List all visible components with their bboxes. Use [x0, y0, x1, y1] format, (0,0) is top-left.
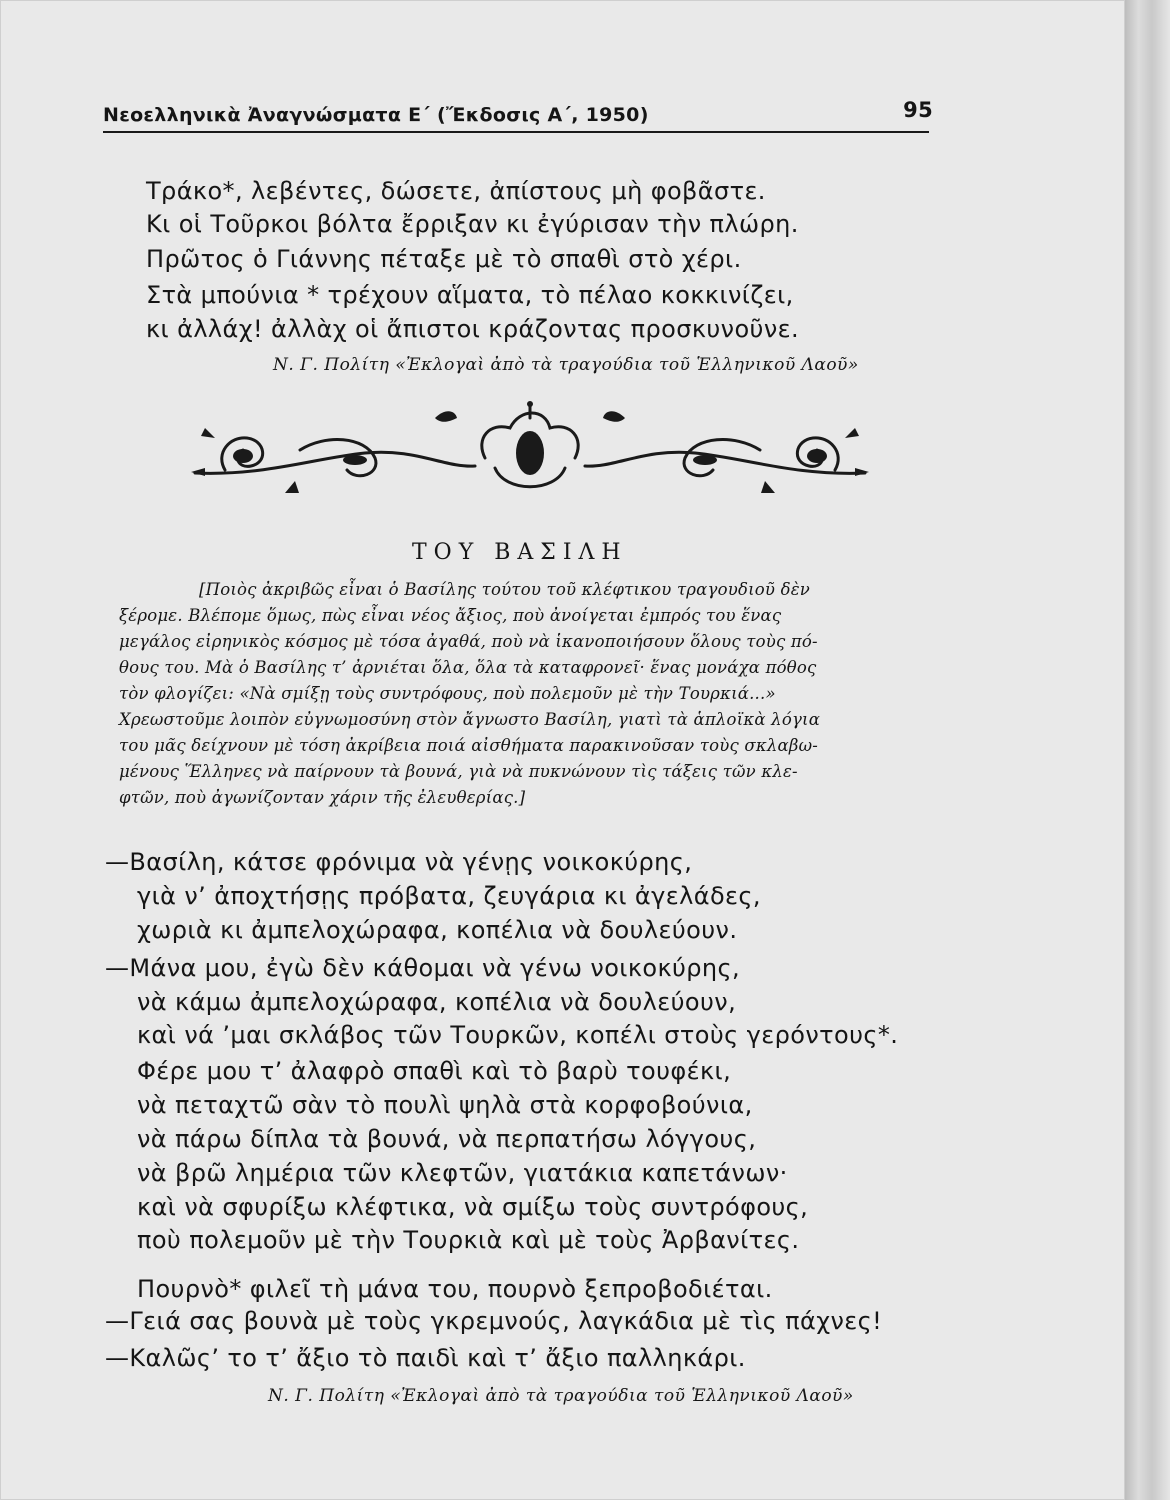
intro-line: ξέρομε. Βλέπομε ὅμως, πὼς εἶναι νέος ἄξιος, ποὺ ἀνοίγεται ἐμπρός του ἕνας [119, 606, 782, 625]
verse-line: Τράκο*, λεβέντες, δώσετε, ἀπίστους μὴ φοβᾶστε. [146, 177, 766, 205]
intro-line: θους του. Μὰ ὁ Βασίλης τ’ ἀρνιέται ὅλα, ὅλα τὰ καταφρονεῖ· ἕνας μονάχα πόθος [119, 658, 817, 677]
verse-line: κι ἀλλάχ! ἀλλὰχ οἱ ἄπιστοι κράζοντας προσκυνοῦνε. [146, 315, 800, 343]
verse-line: Πρῶτος ὁ Γιάννης πέταξε μὲ τὸ σπαθὶ στὸ χέρι. [146, 245, 742, 273]
intro-line: φτῶν, ποὺ ἀγωνίζονταν χάριν τῆς ἐλευθερίας.] [119, 788, 526, 807]
verse-line: Πουρνὸ* φιλεῖ τὴ μάνα του, πουρνὸ ξεπροβοδιέται. [137, 1275, 773, 1303]
verse-line: Φέρε μου τ’ ἀλαφρὸ σπαθὶ καὶ τὸ βαρὺ τουφέκι, [137, 1057, 732, 1085]
header-rule [103, 131, 929, 133]
intro-line: [Ποιὸς ἀκριβῶς εἶναι ὁ Βασίλης τούτου τοῦ κλέφτικου τραγουδιοῦ δὲν [199, 580, 810, 599]
running-title: Νεοελληνικὰ Ἀναγνώσματα Ε΄ (Ἔκδοσις Α΄, 1950) [103, 104, 649, 126]
verse-line: καὶ νά ’μαι σκλάβος τῶν Τουρκῶν, κοπέλι στοὺς γερόντους*. [137, 1021, 899, 1049]
verse-line: ποὺ πολεμοῦν μὲ τὴν Τουρκιὰ καὶ μὲ τοὺς Ἀρβανίτες. [137, 1226, 800, 1254]
verse-line: καὶ νὰ σφυρίξω κλέφτικα, νὰ σμίξω τοὺς συντρόφους, [137, 1193, 809, 1221]
song-title: ΤΟΥ ΒΑΣΙΛΗ [412, 540, 628, 565]
verse-line: —Γειά σας βουνὰ μὲ τοὺς γκρεμνούς, λαγκάδια μὲ τὶς πάχνες! [105, 1307, 883, 1335]
verse-line: νὰ βρῶ λημέρια τῶν κλεφτῶν, γιατάκια καπετάνων· [137, 1159, 788, 1187]
verse-line: Στὰ μπούνια * τρέχουν αἵματα, τὸ πέλαο κοκκινίζει, [146, 281, 794, 309]
intro-line: μένους Ἕλληνες νὰ παίρνουν τὰ βουνά, γιὰ νὰ πυκνώνουν τὶς τάξεις τῶν κλε- [119, 762, 798, 781]
citation: Ν. Γ. Πολίτη «Ἐκλογαὶ ἀπὸ τὰ τραγούδια τοῦ Ἑλληνικοῦ Λαοῦ» [268, 1386, 854, 1406]
intro-line: τὸν φλογίζει: «Νὰ σμίξῃ τοὺς συντρόφους, ποὺ πολεμοῦν μὲ τὴν Τουρκιά...» [119, 684, 776, 703]
citation: Ν. Γ. Πολίτη «Ἐκλογαὶ ἀπὸ τὰ τραγούδια τοῦ Ἑλληνικοῦ Λαοῦ» [273, 355, 859, 375]
verse-line: —Μάνα μου, ἐγὼ δὲν κάθομαι νὰ γένω νοικοκύρης, [105, 954, 741, 982]
verse-line: —Βασίλη, κάτσε φρόνιμα νὰ γένῃς νοικοκύρης, [105, 848, 693, 876]
verse-line: γιὰ ν’ ἀποχτήσῃς πρόβατα, ζευγάρια κι ἀγελάδες, [137, 882, 761, 910]
intro-line: του μᾶς δείχνουν μὲ τόση ἀκρίβεια ποιά αἰσθήματα παρακινοῦσαν τοὺς σκλαβω- [119, 736, 819, 755]
page-number: 95 [903, 98, 933, 122]
intro-paragraph [119, 577, 934, 811]
verse-line: χωριὰ κι ἀμπελοχώραφα, κοπέλια νὰ δουλεύουν. [137, 916, 738, 944]
page-edge [1125, 0, 1170, 1500]
floral-ornament-icon [185, 398, 875, 510]
running-header [103, 98, 933, 126]
verse-line: νὰ πεταχτῶ σὰν τὸ πουλὶ ψηλὰ στὰ κορφοβούνια, [137, 1091, 753, 1119]
verse-line: νὰ κάμω ἀμπελοχώραφα, κοπέλια νὰ δουλεύουν, [137, 988, 737, 1016]
intro-line: Χρεωστοῦμε λοιπὸν εὐγνωμοσύνη στὸν ἄγνωστο Βασίλη, γιατὶ τὰ ἁπλοϊκὰ λόγια [119, 710, 821, 729]
verse-line: —Καλῶς’ το τ’ ἄξιο τὸ παιδὶ καὶ τ’ ἄξιο παλληκάρι. [105, 1344, 746, 1372]
verse-line: Κι οἱ Τοῦρκοι βόλτα ἔρριξαν κι ἐγύρισαν τὴν πλώρη. [146, 210, 799, 238]
intro-line: μεγάλος εἰρηνικὸς κόσμος μὲ τόσα ἀγαθά, ποὺ νὰ ἱκανοποιήσουν ὅλους τοὺς πό- [119, 632, 818, 651]
verse-line: νὰ πάρω δίπλα τὰ βουνά, νὰ περπατήσω λόγγους, [137, 1125, 757, 1153]
